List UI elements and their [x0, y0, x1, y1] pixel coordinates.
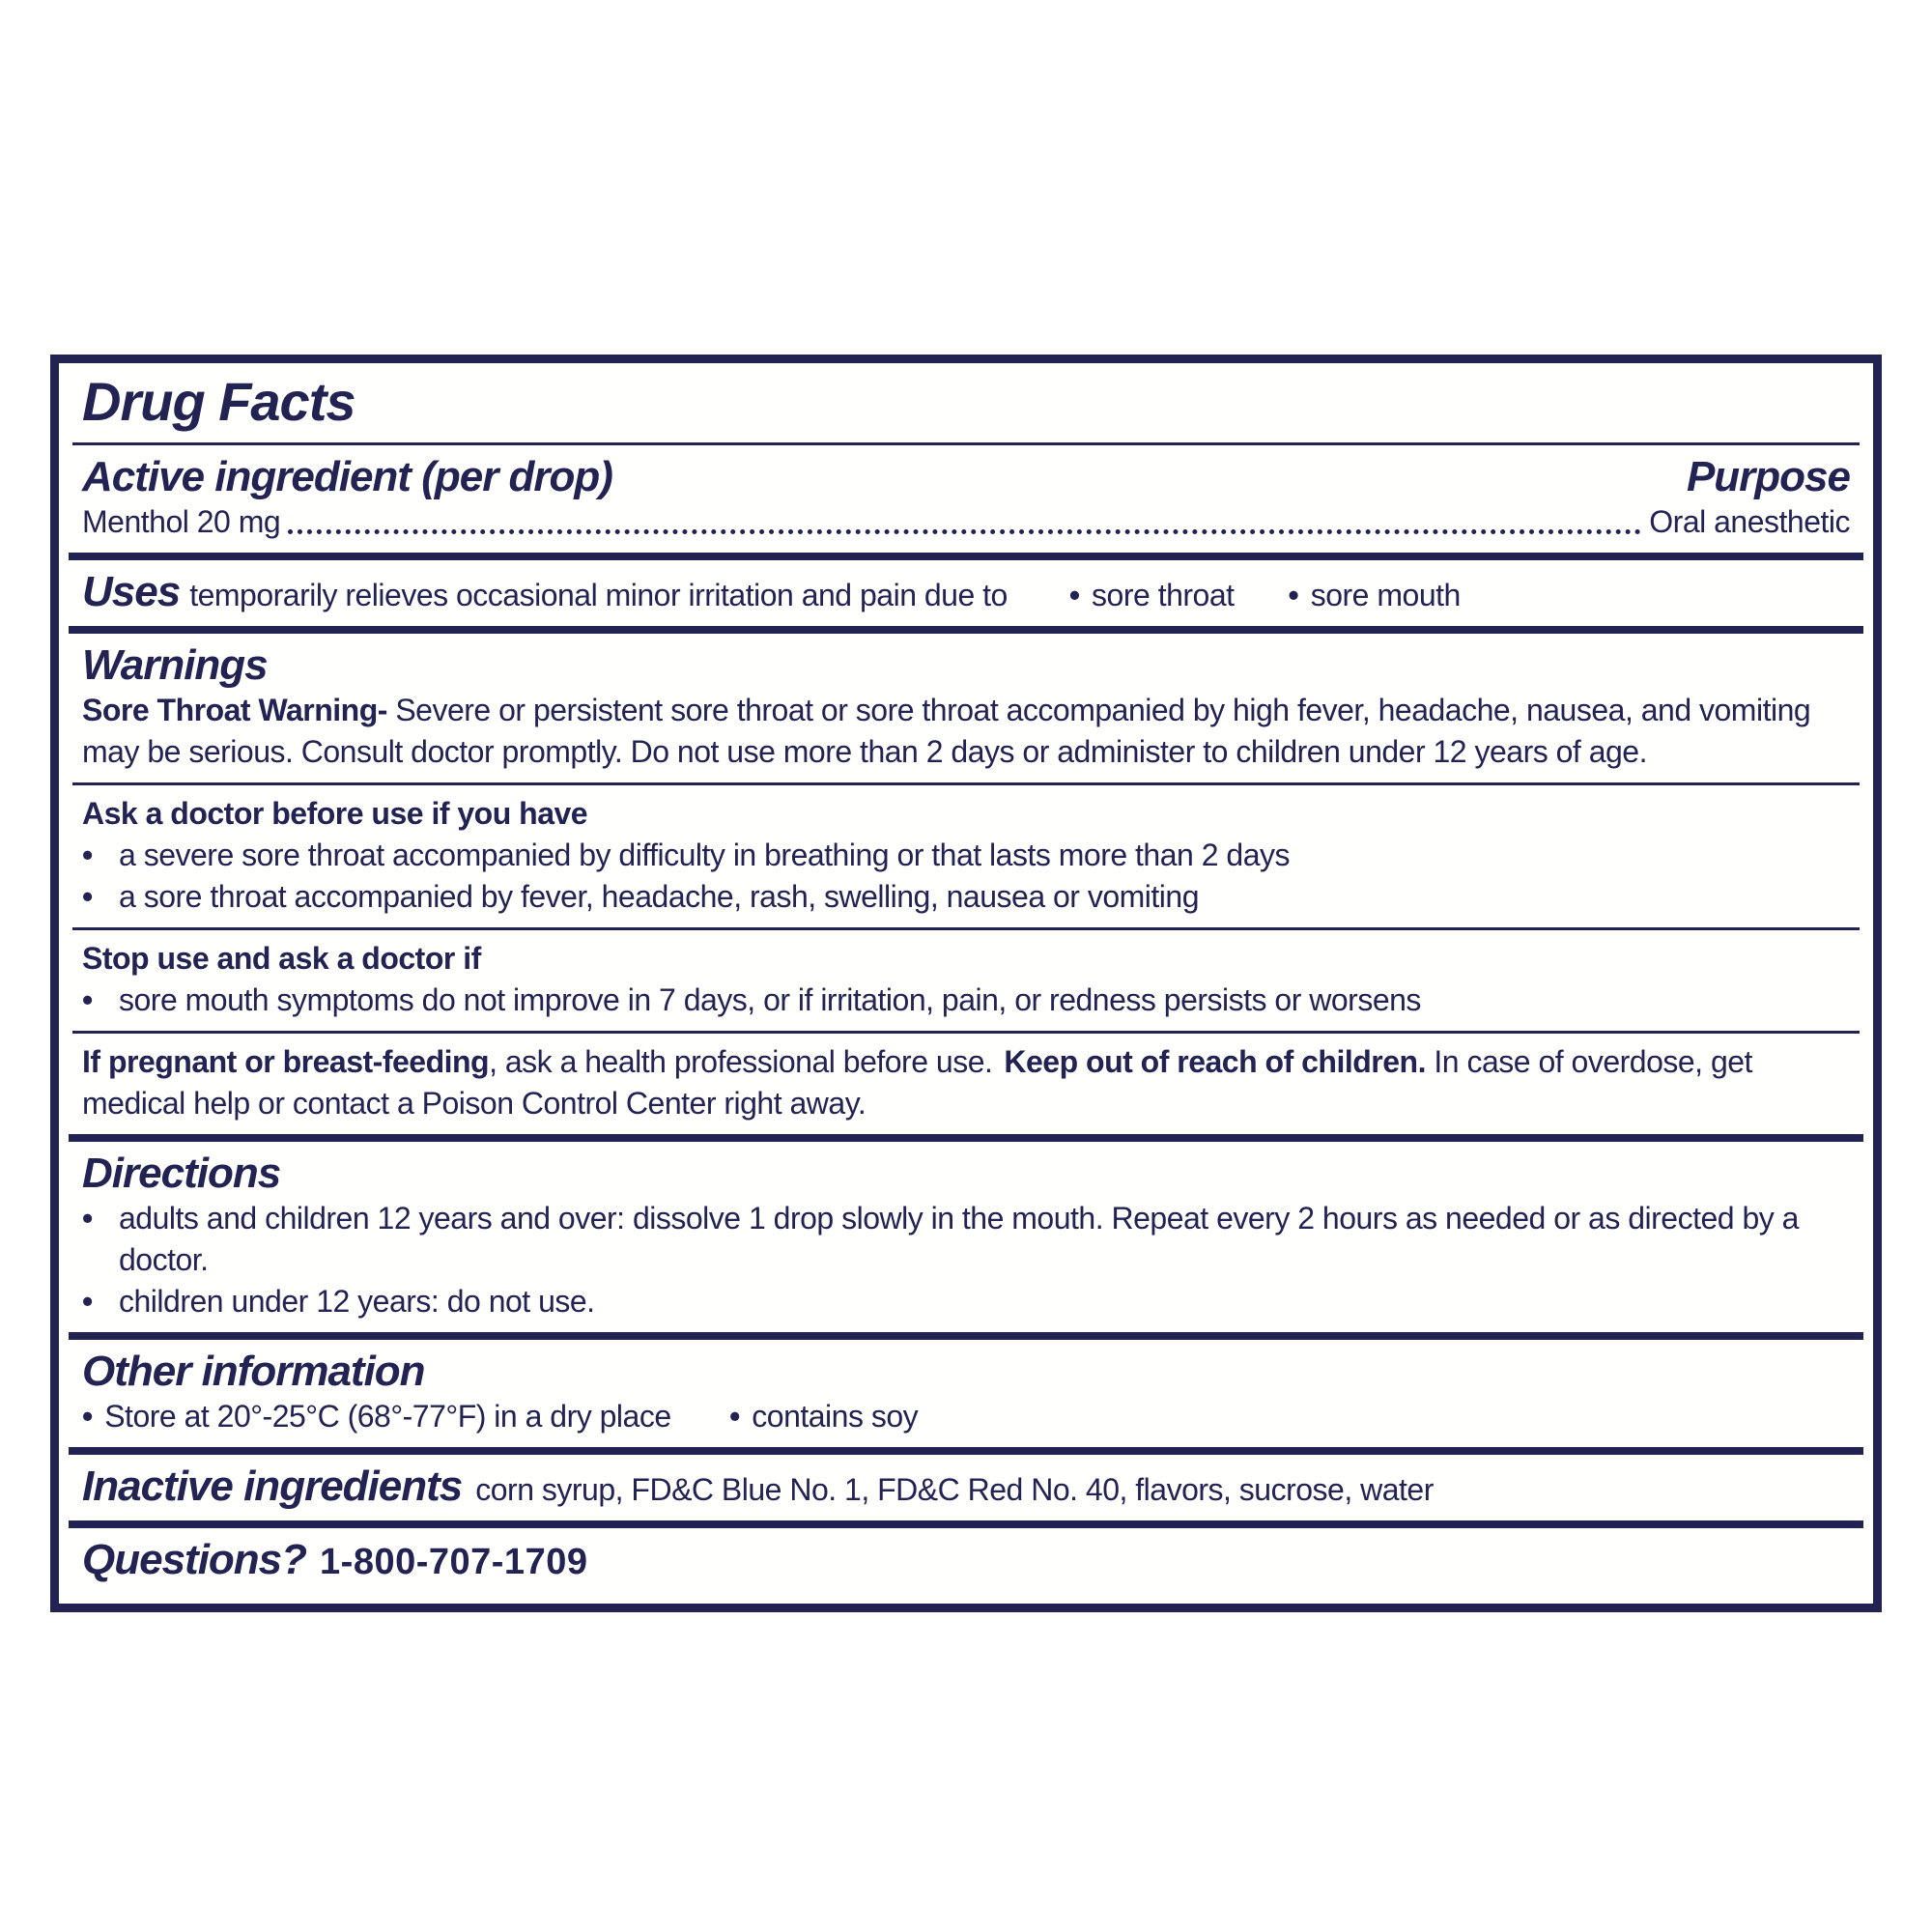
uses-bullet-label: sore mouth — [1310, 578, 1461, 612]
warnings-heading: Warnings — [82, 641, 268, 689]
stop-use-bullet — [82, 980, 1850, 1021]
section-divider-thick — [69, 1447, 1863, 1455]
other-information-bullet-text: Store at 20°-25°C (68°-77°F) in a dry place — [104, 1399, 671, 1434]
sore-throat-warning-text: Severe or persistent sore throat or sore throat accompanied by high fever, headache, nausea, and vomiting may be serious. Consult doctor promptly. Do not use more than 2 days or administer to children under 12 years of age. — [82, 693, 1811, 769]
active-ingredient-section — [59, 445, 1873, 553]
bullet-icon: • — [82, 838, 94, 872]
uses-bullet — [1069, 575, 1235, 616]
questions-section — [59, 1528, 1873, 1604]
uses-text: temporarily relieves occasional minor irritation and pain due to — [189, 578, 1008, 612]
stop-use-heading: Stop use and ask a doctor if — [82, 941, 481, 976]
sore-throat-warning-lead: Sore Throat Warning- — [82, 693, 387, 727]
inactive-ingredients-heading: Inactive ingredients — [82, 1463, 463, 1510]
section-divider-thick — [69, 1134, 1863, 1142]
ask-doctor-bullet-text: a severe sore throat accompanied by difficulty in breathing or that lasts more than 2 days — [119, 838, 1290, 872]
dotted-leader — [288, 529, 1641, 534]
bullet-icon: • — [82, 879, 94, 914]
drug-facts-panel — [50, 355, 1882, 1612]
overdose-text: In case of overdose, get medical help or contact a Poison Control Center right away. — [82, 1044, 1752, 1121]
ask-doctor-heading: Ask a doctor before use if you have — [82, 796, 588, 831]
section-divider-thick — [69, 553, 1863, 560]
bullet-icon: • — [1068, 578, 1081, 612]
directions-section — [59, 1142, 1873, 1332]
directions-bullet — [82, 1281, 1850, 1322]
keep-out-of-reach-text: Keep out of reach of children. — [1004, 1044, 1426, 1079]
directions-bullet — [82, 1198, 1850, 1281]
inactive-ingredients-section — [59, 1455, 1873, 1520]
purpose-heading: Purpose — [1686, 453, 1850, 500]
ask-doctor-bullet — [82, 835, 1850, 876]
questions-heading: Questions? — [82, 1536, 307, 1583]
uses-bullet — [1289, 575, 1461, 616]
active-ingredient-name: Menthol 20 mg — [82, 504, 281, 539]
section-divider-thick — [69, 1332, 1863, 1340]
bullet-icon: • — [729, 1399, 741, 1434]
section-divider-thick — [69, 626, 1863, 634]
other-information-section — [59, 1340, 1873, 1447]
other-information-heading: Other information — [82, 1348, 425, 1395]
ask-doctor-section — [59, 785, 1873, 927]
other-information-bullet — [729, 1396, 918, 1437]
pregnant-lead: If pregnant or breast-feeding — [82, 1044, 490, 1079]
questions-phone-number: 1-800-707-1709 — [320, 1542, 588, 1582]
bullet-icon: • — [82, 1201, 94, 1236]
stop-use-bullet-text: sore mouth symptoms do not improve in 7 days, or if irritation, pain, or redness persists or worsens — [119, 982, 1421, 1017]
warnings-section — [59, 634, 1873, 782]
directions-heading: Directions — [82, 1150, 281, 1197]
active-ingredient-heading: Active ingredient (per drop) — [82, 453, 612, 500]
drug-facts-title: Drug Facts — [82, 371, 355, 432]
directions-bullet-text: children under 12 years: do not use. — [119, 1284, 595, 1319]
pregnant-section — [59, 1034, 1873, 1134]
pregnant-paragraph — [82, 1041, 1850, 1124]
purpose-value: Oral anesthetic — [1649, 504, 1850, 539]
inactive-ingredients-text: corn syrup, FD&C Blue No. 1, FD&C Red No. 40, flavors, sucrose, water — [475, 1472, 1434, 1507]
uses-bullet-label: sore throat — [1092, 578, 1235, 612]
uses-heading: Uses — [82, 568, 181, 615]
bullet-icon: • — [82, 982, 94, 1017]
title-section — [59, 363, 1873, 442]
bullet-icon: • — [82, 1399, 94, 1434]
bullet-icon: • — [1288, 578, 1299, 612]
stop-use-section — [59, 930, 1873, 1031]
other-information-bullet — [82, 1396, 671, 1437]
directions-bullet-text: adults and children 12 years and over: dissolve 1 drop slowly in the mouth. Repeat every 2 hours as needed or as directed by a doctor. — [119, 1201, 1799, 1277]
ask-doctor-bullet-text: a sore throat accompanied by fever, headache, rash, swelling, nausea or vomiting — [119, 879, 1199, 914]
bullet-icon: • — [82, 1284, 94, 1319]
other-information-bullet-text: contains soy — [752, 1399, 919, 1434]
pregnant-text: , ask a health professional before use. — [489, 1044, 993, 1079]
section-divider-thick — [69, 1520, 1863, 1528]
ask-doctor-bullet — [82, 876, 1850, 918]
uses-section — [59, 560, 1873, 626]
sore-throat-warning-paragraph — [82, 690, 1850, 773]
